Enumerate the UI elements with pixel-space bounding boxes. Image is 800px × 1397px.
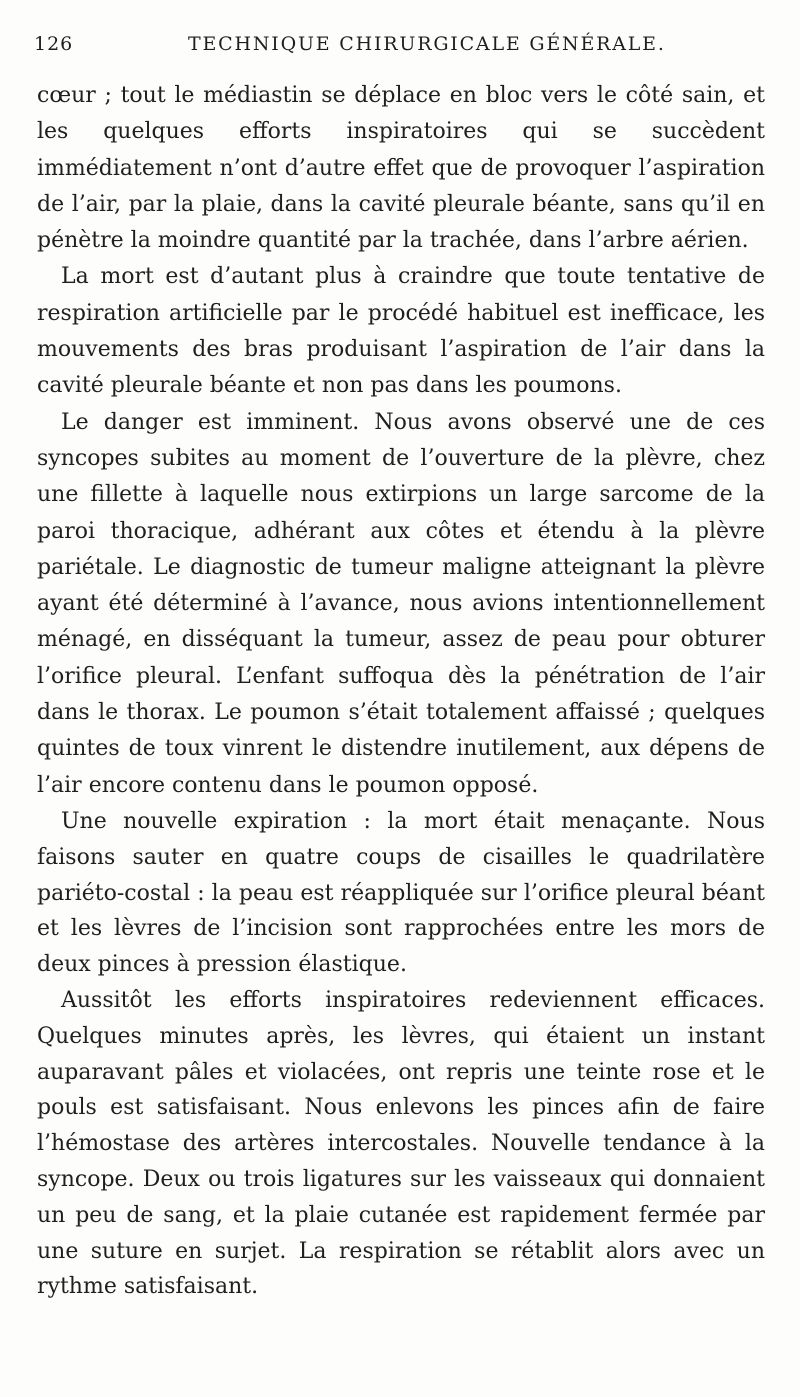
body-text xyxy=(37,78,765,1305)
running-title: TECHNIQUE CHIRURGICALE GÉNÉRALE. xyxy=(188,33,666,55)
page-header xyxy=(34,33,764,61)
paragraph: Le danger est imminent. Nous avons observé une de ces syncopes subites au moment de l’ouverture de la plèvre, chez une fillette à laquelle nous extirpions un large sarcome de la paroi thoracique, adhérant aux côtes et étendu à la plèvre pariétale. Le diagnostic de tumeur maligne atteignant la plèvre ayant été déterminé à l’avance, nous avions intentionnellement ménagé, en disséquant la tumeur, assez de peau pour obturer l’orifice pleural. L’enfant suffoqua dès la pénétration de l’air dans le thorax. Le poumon s’était totalement affaissé ; quelques quintes de toux vinrent le distendre inutilement, aux dépens de l’air encore contenu dans le poumon opposé. xyxy=(37,409,765,798)
paragraph: Aussitôt les efforts inspiratoires redeviennent efficaces. Quelques minutes après, les lèvres, qui étaient un instant auparavant pâles et violacées, ont repris une teinte rose et le pouls est satisfaisant. Nous enlevons les pinces afin de faire l’hémostase des artères intercostales. Nouvelle tendance à la syncope. Deux ou trois ligatures sur les vaisseaux qui donnaient un peu de sang, et la plaie cutanée est rapidement fermée par une suture en surjet. La respiration se rétablit alors avec un rythme satisfaisant. xyxy=(37,987,765,1300)
page-number: 126 xyxy=(34,33,74,55)
paragraph: Une nouvelle expiration : la mort était menaçante. Nous faisons sauter en quatre coups de cisailles le quadrilatère pariéto-costal : la peau est réappliquée sur l’orifice pleural béant et les lèvres de l’incision sont rapprochées entre les mors de deux pinces à pression élastique. xyxy=(37,808,765,978)
paragraph: cœur ; tout le médiastin se déplace en bloc vers le côté sain, et les quelques efforts inspiratoires qui se succèdent immédiatement n’ont d’autre effet que de provoquer l’aspiration de l’air, par la plaie, dans la cavité pleurale béante, sans qu’il en pénètre la moindre quantité par la trachée, dans l’arbre aérien. xyxy=(37,83,765,254)
paragraph: La mort est d’autant plus à craindre que toute tentative de respiration artificielle par le procédé habituel est inefficace, les mouvements des bras produisant l’aspiration de l’air dans la cavité pleurale béante et non pas dans les poumons. xyxy=(37,264,765,399)
